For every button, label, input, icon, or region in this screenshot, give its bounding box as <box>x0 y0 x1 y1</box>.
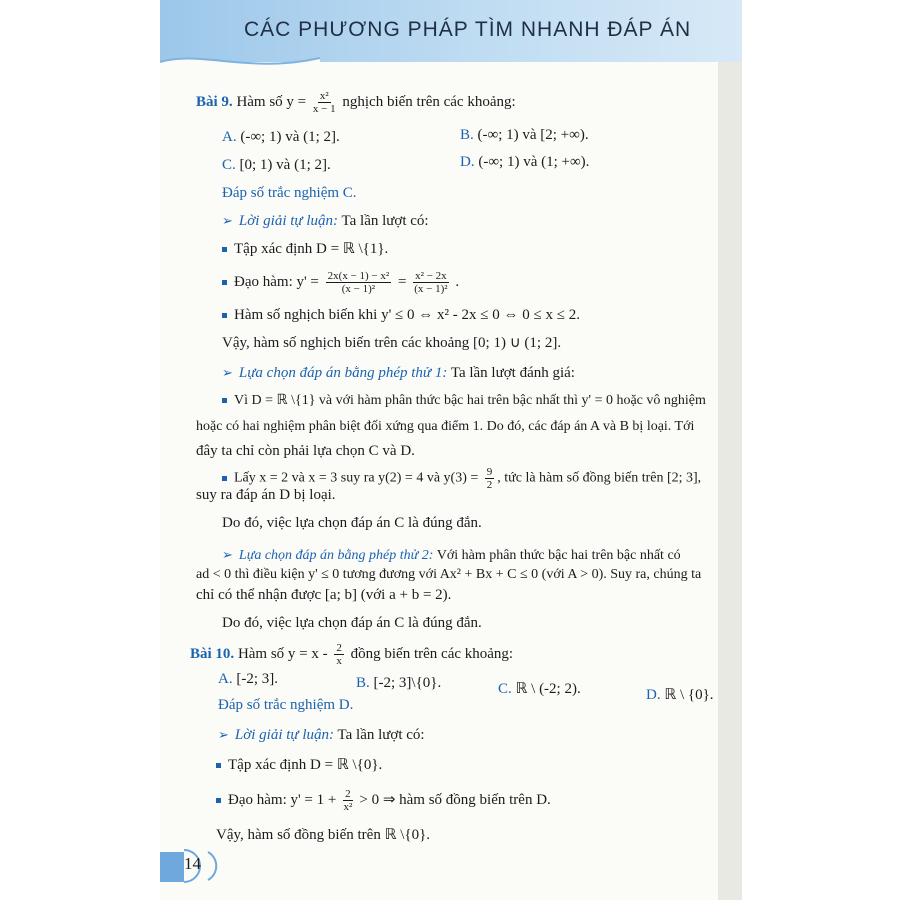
bai9-option-b: B. (-∞; 1) và [2; +∞). <box>460 127 589 143</box>
bai9-pt1-line5: suy ra đáp án D bị loại. <box>196 487 336 503</box>
bai10-option-a: A. [-2; 3]. <box>218 671 278 687</box>
bai9-txd: Tập xác định D = ℝ \{1}. <box>222 240 388 258</box>
bai10-conclusion: Vậy, hàm số đồng biến trên ℝ \{0}. <box>216 827 431 843</box>
bai9-answer: Đáp số trắc nghiệm C. <box>222 185 357 201</box>
square-bullet-icon <box>222 313 227 318</box>
header-title: CÁC PHƯƠNG PHÁP TÌM NHANH ĐÁP ÁN <box>244 18 692 41</box>
bai9-conclusion: Vậy, hàm số nghịch biến trên các khoảng [0; 1) ∪ (1; 2]. <box>222 335 562 351</box>
bai9-pt2-line2: ad < 0 thì điều kiện y' ≤ 0 tương đương với Ax² + Bx + C ≤ 0 (với A > 0). Suy ra, chúng ta <box>196 567 702 582</box>
bai9-pt1-heading: ➢ Lựa chọn đáp án bằng phép thử 1: Ta lần lượt đánh giá: <box>222 365 575 381</box>
page-edge-shadow <box>718 60 742 900</box>
bai9-pt1-line3: đây ta chỉ còn phải lựa chọn C và D. <box>196 443 415 459</box>
bai9-derivative: Đạo hàm: y' = $\frac{\text{2x(x − 1) − x²}}{\text{(x − 1)²}}$ = $\frac{\text{x² − 2x}}{\text{(x − 1)²}}$ . <box>222 270 459 295</box>
square-bullet-icon <box>222 280 227 285</box>
arrow-bullet-icon: ➢ <box>222 365 233 380</box>
header-wave-decoration <box>160 40 320 90</box>
bai9-pt1-conclusion: Do đó, việc lựa chọn đáp án C là đúng đắn. <box>222 515 482 531</box>
bai9-pt1-line4: Lấy x = 2 và x = 3 suy ra y(2) = 4 và y(3) = $\frac{9}{2}$ , tức là hàm số đồng biến trên [2; 3], <box>222 466 701 491</box>
bai9-pt1-line1: Vì D = ℝ \{1} và với hàm phân thức bậc hai trên bậc nhất thì y' = 0 hoặc vô nghiệm <box>222 392 706 410</box>
bai10-option-c: C. ℝ \ (-2; 2). <box>498 681 581 697</box>
arrow-bullet-icon: ➢ <box>218 727 229 742</box>
page-number: 14 <box>184 854 201 873</box>
bai9-fraction: $\frac{\text{x²}}{x - 1}$ <box>312 90 336 115</box>
bai9-option-c: C. [0; 1) và (1; 2]. <box>222 157 331 173</box>
bai10-option-b: B. [-2; 3]\{0}. <box>356 675 442 691</box>
bai9-pt1-line2: hoặc có hai nghiệm phân biệt đối xứng qua điểm 1. Do đó, các đáp án A và B bị loại. Tới <box>196 419 695 434</box>
bai9-option-a: A. (-∞; 1) và (1; 2]. <box>222 129 340 145</box>
bai9-label: Bài 9. <box>196 93 233 110</box>
arrow-bullet-icon: ➢ <box>222 213 233 228</box>
bai9-pt2-conclusion: Do đó, việc lựa chọn đáp án C là đúng đắn. <box>222 615 482 631</box>
bai10-label: Bài 10. <box>190 645 235 662</box>
bai10-option-d: D. ℝ \ {0}. <box>646 687 714 703</box>
square-bullet-icon <box>216 763 221 768</box>
bai10-txd: Tập xác định D = ℝ \{0}. <box>216 756 382 774</box>
bai9-nb: Hàm số nghịch biến khi y' ≤ 0 ⇔ x² - 2x ≤ 0 ⇔ 0 ≤ x ≤ 2. <box>222 306 580 324</box>
bai9-option-d: D. (-∞; 1) và (1; +∞). <box>460 154 590 170</box>
bai10-fraction: $\frac{2}{x}$ <box>336 642 342 667</box>
arrow-bullet-icon: ➢ <box>222 547 233 562</box>
square-bullet-icon <box>222 398 227 403</box>
bai9-stem: Bài 9. Hàm số y = $\frac{\text{x²}}{x - 1}$ nghịch biến trên các khoảng: <box>196 90 516 115</box>
bai10-tl-heading: ➢ Lời giải tự luận: Ta lần lượt có: <box>218 727 425 743</box>
bai9-tl-heading: ➢ Lời giải tự luận: Ta lần lượt có: <box>222 213 429 229</box>
bai9-pt2-heading: ➢ Lựa chọn đáp án bằng phép thử 2: Với hàm phân thức bậc hai trên bậc nhất có <box>222 547 681 563</box>
square-bullet-icon <box>222 476 227 481</box>
bai10-answer: Đáp số trắc nghiệm D. <box>218 697 354 713</box>
bai10-derivative: Đạo hàm: y' = 1 + $\frac{2}{\text{x²}}$ > 0 ⇒ hàm số đồng biến trên D. <box>216 788 551 813</box>
bai10-stem: Bài 10. Hàm số y = x - $\frac{2}{x}$ đồng biến trên các khoảng: <box>190 642 514 667</box>
square-bullet-icon <box>216 798 221 803</box>
square-bullet-icon <box>222 247 227 252</box>
bai9-pt2-line3: chỉ có thể nhận được [a; b] (với a + b = 2). <box>196 587 452 603</box>
